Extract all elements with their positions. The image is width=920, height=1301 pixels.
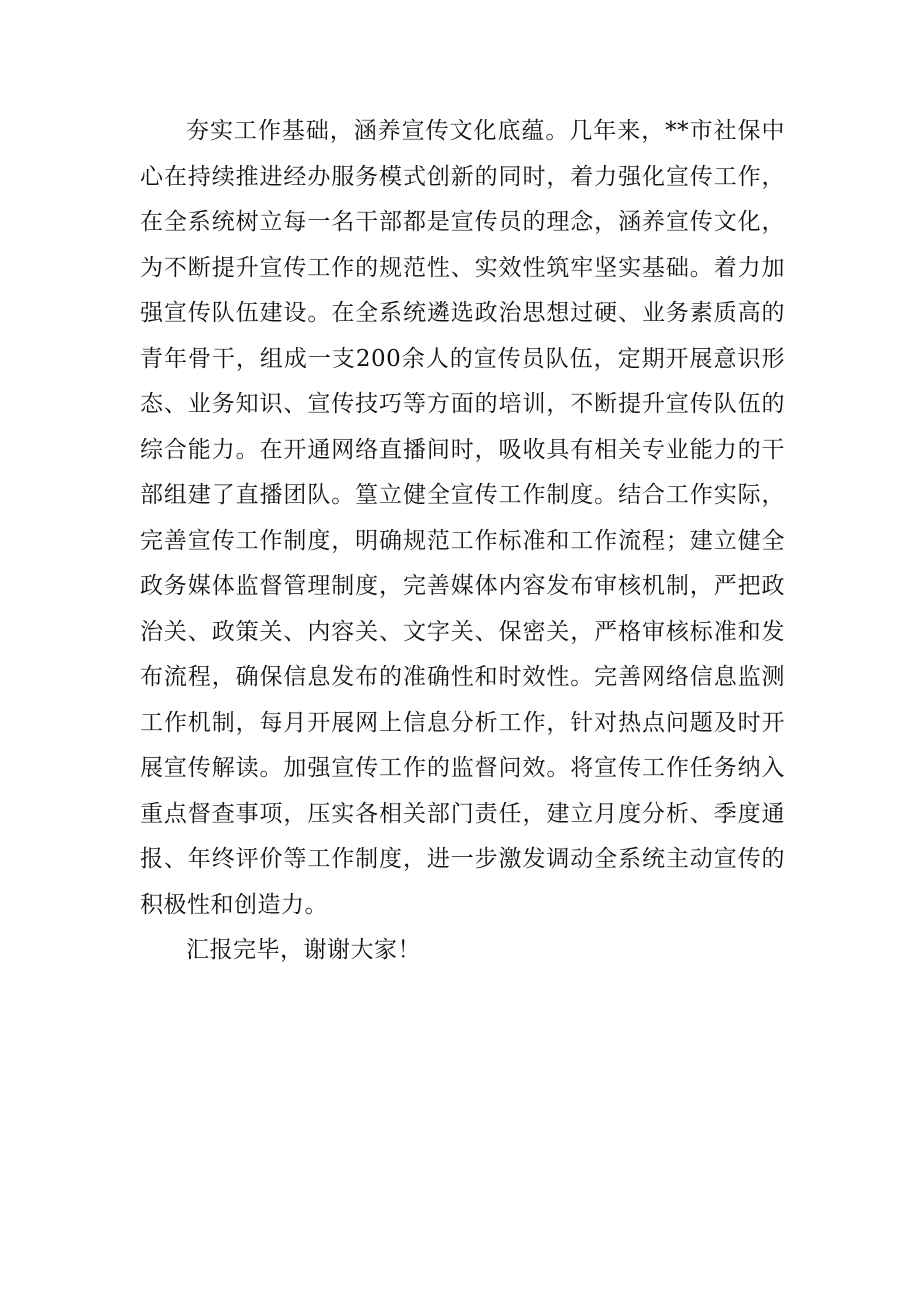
body-paragraph: 夯实工作基础，涵养宣传文化底蕴。几年来，**市社保中心在持续推进经办服务模式创新的同时，着力强化宣传工作，在全系统树立每一名干部都是宣传员的理念，涵养宣传文化，为不断提升宣传工作的规范性、实效性筑牢坚实基础。着力加强宣传队伍建设。在全系统遴选政治思想过硬、业务素质高的青年骨干，组成一支200余人的宣传员队伍，定期开展意识形态、业务知识、宣传技巧等方面的培训，不断提升宣传队伍的综合能力。在开通网络直播间时，吸收具有相关专业能力的干部组建了直播团队。篁立健全宣传工作制度。结合工作实际，完善宣传工作制度，明确规范工作标准和工作流程；建立健全政务媒体监督管理制度，完善媒体内容发布审核机制，严把政治关、政策关、内容关、文字关、保密关，严格审核标准和发布流程，确保信息发布的准确性和时效性。完善网络信息监测工作机制，每月开展网上信息分析工作，针对热点问题及时开展宣传解读。加强宣传工作的监督问效。将宣传工作任务纳入重点督查事项，压实各相关部门责任，建立月度分析、季度通报、年终评价等工作制度，进一步激发调动全系统主动宣传的积极性和创造力。 xyxy=(140,118,785,918)
closing-paragraph: 汇报完毕，谢谢大家！ xyxy=(186,937,421,963)
document-body xyxy=(140,109,785,974)
